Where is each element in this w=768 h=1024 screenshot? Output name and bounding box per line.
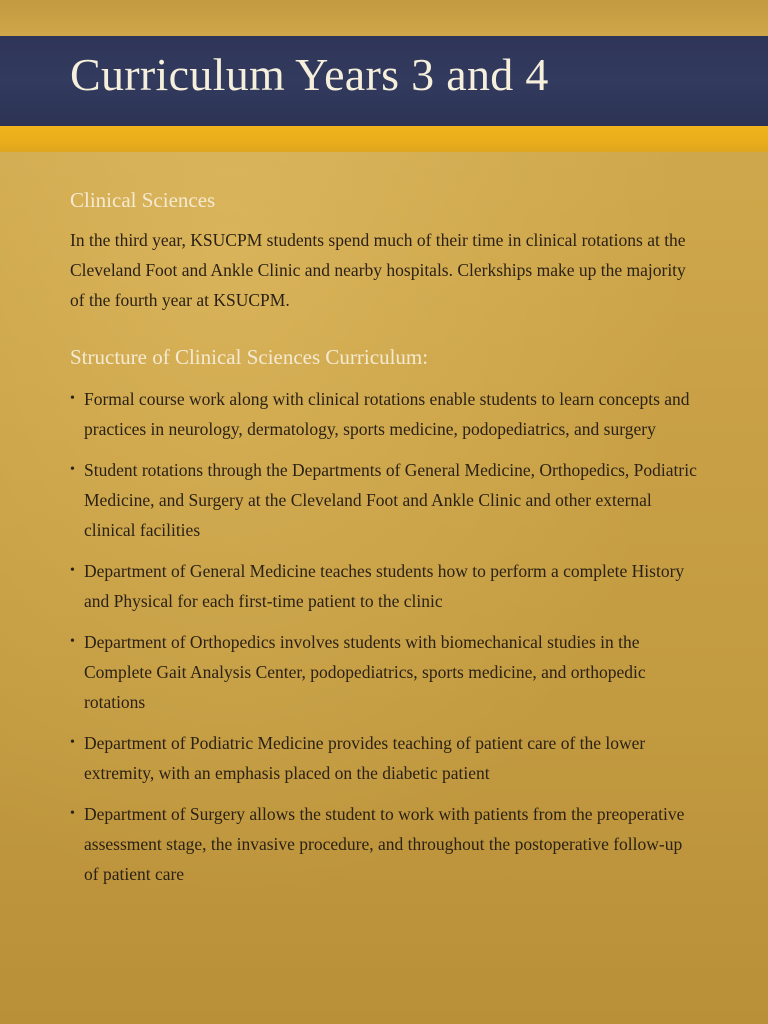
list-item — [70, 728, 700, 788]
bullet-icon: • — [70, 735, 75, 750]
bullet-icon: • — [70, 391, 75, 406]
list-item — [70, 455, 700, 545]
list-item — [70, 556, 700, 616]
bullet-icon: • — [70, 462, 75, 477]
clinical-sciences-heading: Clinical Sciences — [70, 188, 216, 212]
list-item-text: Department of Orthopedics involves students with biomechanical studies in the Complete Gait Analysis Center, podopediatrics, sports medicine, and orthopedic rotations — [84, 632, 646, 712]
list-item-text: Department of Surgery allows the student to work with patients from the preoperative assessment stage, the invasive procedure, and throughout the postoperative follow-up of patient care — [84, 804, 685, 884]
list-item — [70, 384, 700, 444]
bullet-icon: • — [70, 563, 75, 578]
bullet-icon: • — [70, 634, 75, 649]
poster-content — [70, 188, 700, 900]
list-item — [70, 799, 700, 889]
list-item-text: Department of General Medicine teaches students how to perform a complete History and Physical for each first-time patient to the clinic — [84, 561, 685, 611]
structure-heading: Structure of Clinical Sciences Curriculum: — [70, 345, 429, 369]
list-item-text: Formal course work along with clinical rotations enable students to learn concepts and practices in neurology, dermatology, sports medicine, podopediatrics, and surgery — [84, 389, 690, 439]
list-item-text: Department of Podiatric Medicine provides teaching of patient care of the lower extremity, with an emphasis placed on the diabetic patient — [84, 733, 646, 783]
list-item-text: Student rotations through the Departments of General Medicine, Orthopedics, Podiatric Medicine, and Surgery at the Cleveland Foot and Ankle Clinic and other external clinical facilities — [84, 460, 697, 540]
bullet-icon: • — [70, 806, 75, 821]
title-band — [0, 36, 768, 126]
clinical-sciences-intro: In the third year, KSUCPM students spend much of their time in clinical rotations at the Cleveland Foot and Ankle Clinic and nearby hospitals. Clerkships make up the majority of the fourth year at KSUCPM. — [70, 230, 686, 310]
poster-title: Curriculum Years 3 and 4 — [70, 49, 549, 100]
list-item — [70, 627, 700, 717]
poster-top-margin — [0, 0, 768, 36]
structure-list — [70, 384, 700, 889]
gold-stripe — [0, 126, 768, 152]
